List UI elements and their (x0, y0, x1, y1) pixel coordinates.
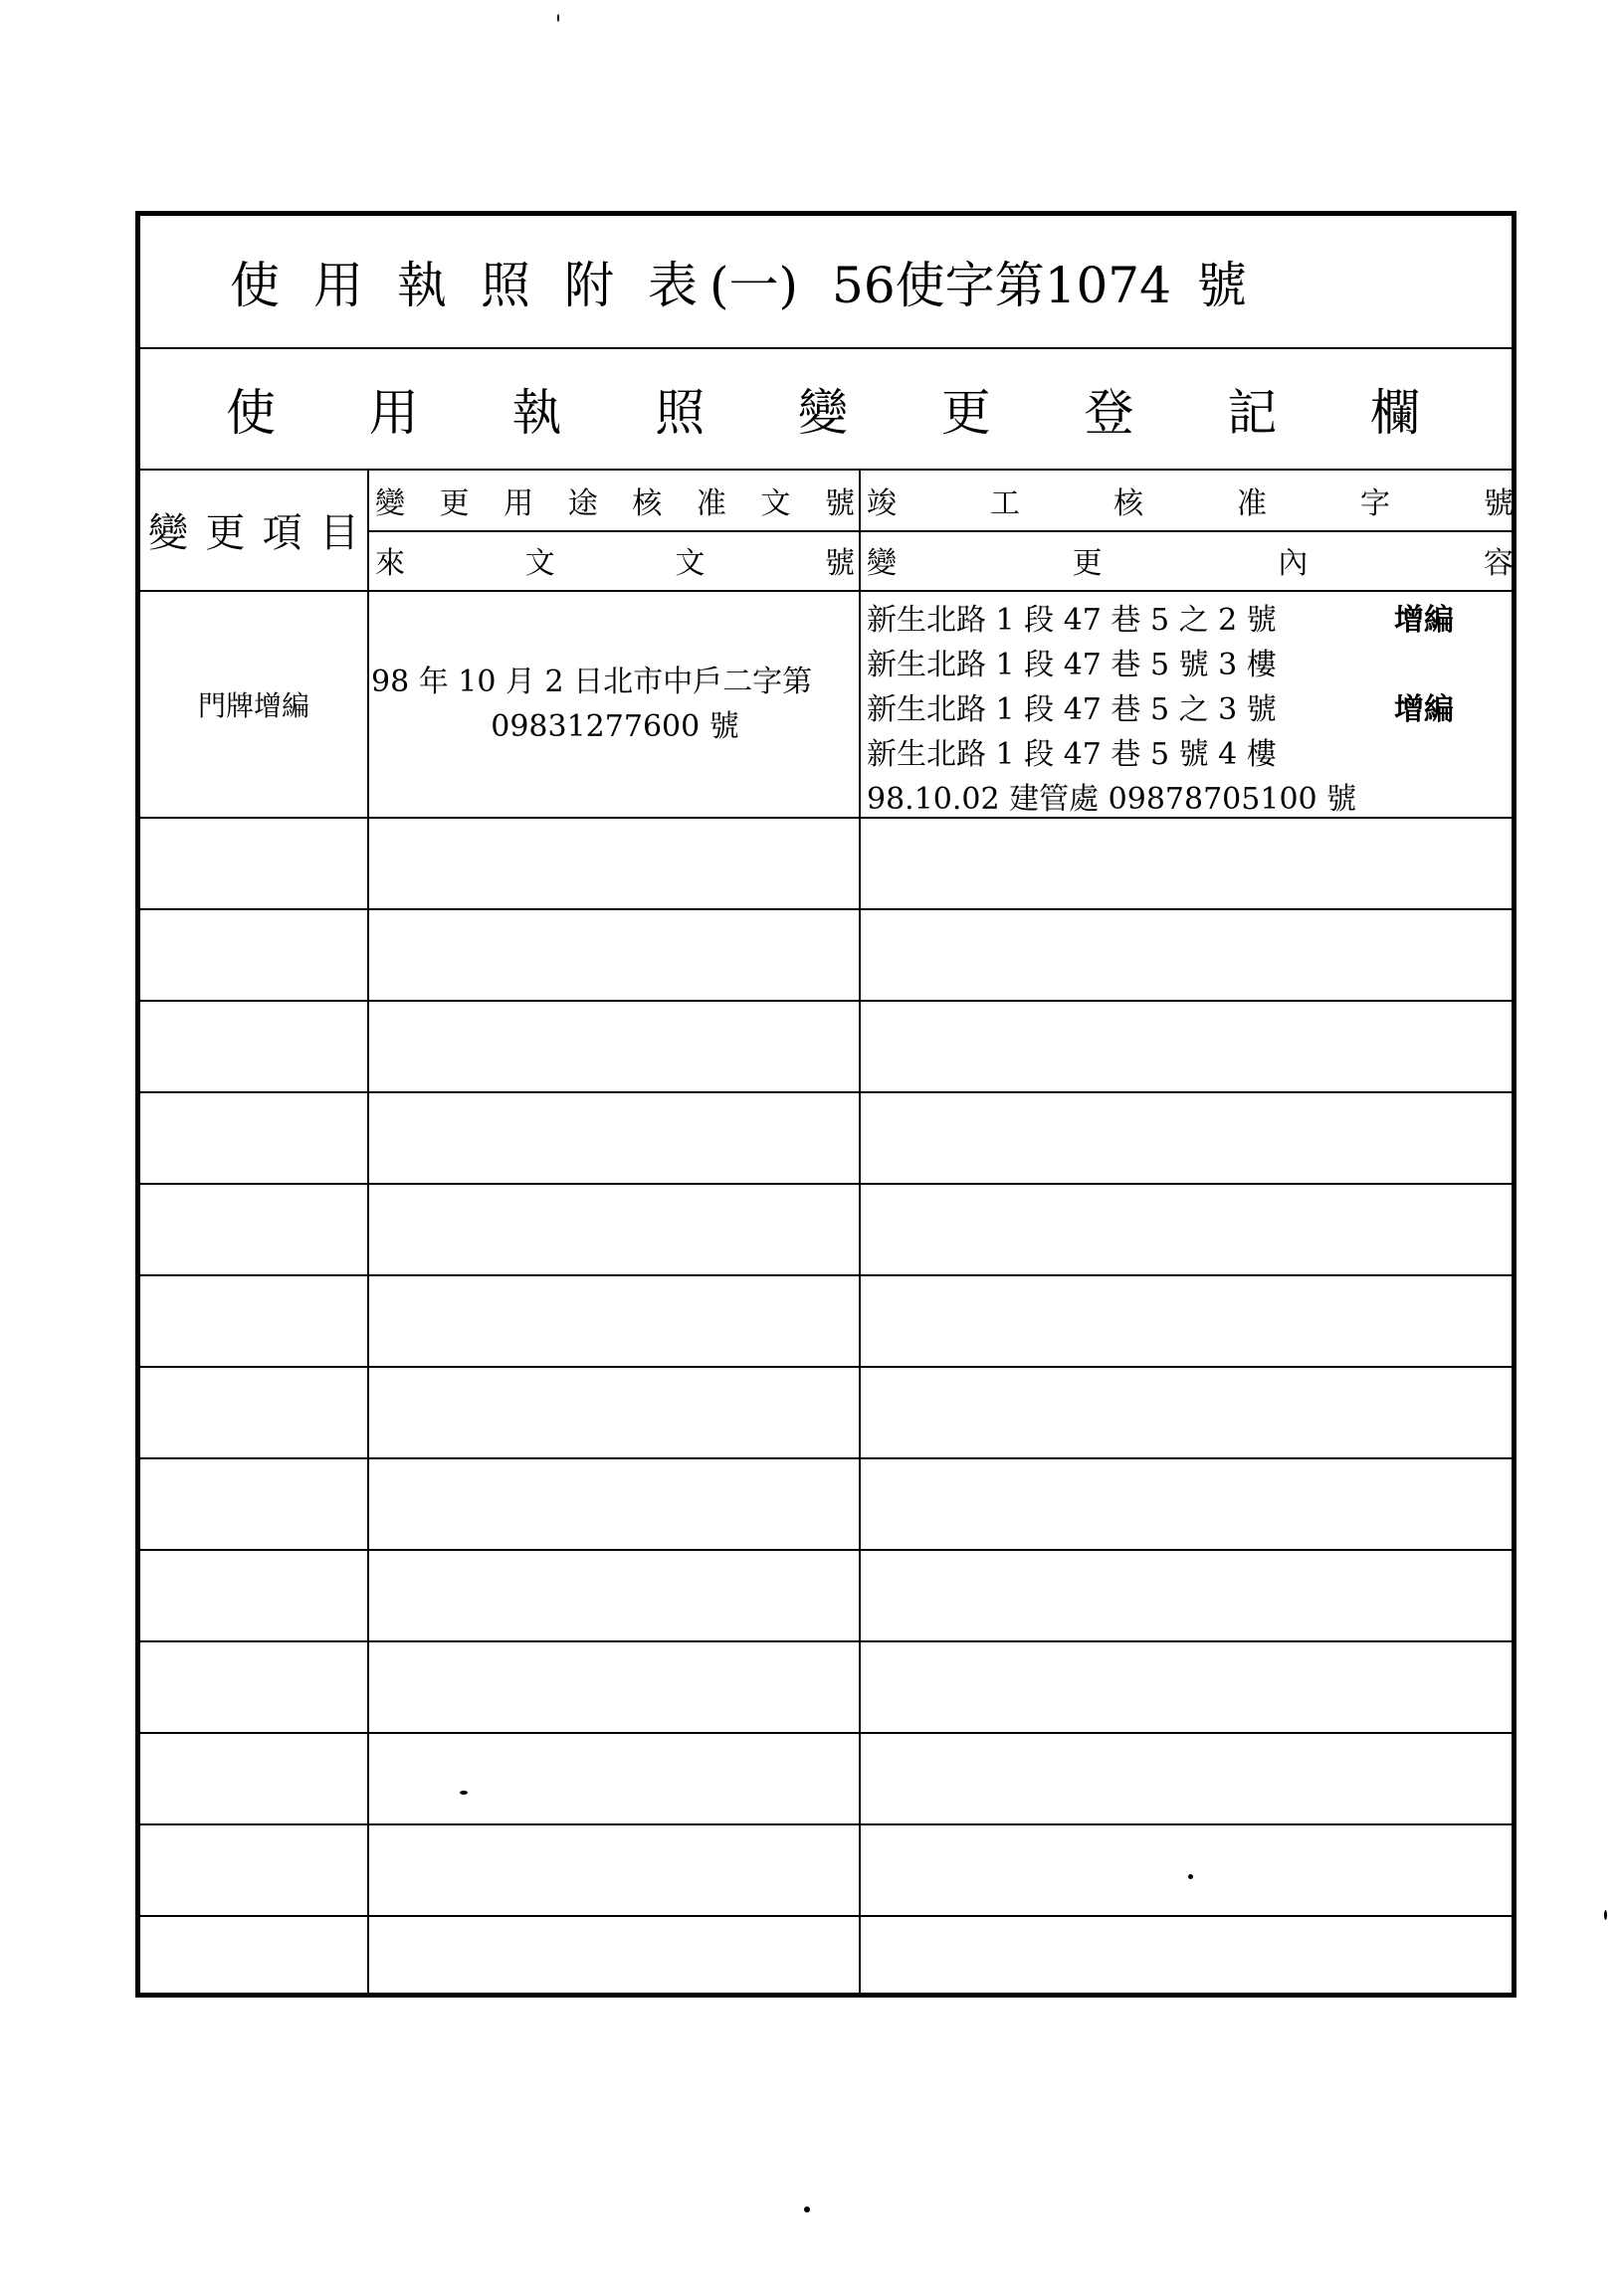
table-row-doc (371, 592, 859, 817)
content-line: 新生北路 1 段 47 巷 5 之 2 號 增編 (867, 603, 1454, 638)
row-divider (140, 1549, 1512, 1551)
row-divider (140, 1732, 1512, 1734)
content-line: 98.10.02 建管處 09878705100 號 (867, 782, 1357, 817)
title-char: 使 (230, 257, 280, 314)
header-change-content: 變 更 內 容 (867, 546, 1514, 581)
subtitle-char: 欄 (1370, 384, 1420, 442)
title-char: 照 (481, 257, 530, 314)
row-divider (140, 817, 1512, 819)
title-paren: (一) (709, 257, 799, 314)
row-divider (140, 1091, 1512, 1093)
subtitle-char: 用 (368, 384, 419, 442)
form-title (230, 216, 1523, 347)
subtitle-char: 照 (655, 384, 706, 442)
table-row-content (867, 598, 1504, 822)
title-number: 56使字第1074 (832, 257, 1171, 314)
title-char: 表 (648, 257, 698, 314)
scan-speck (1188, 1874, 1193, 1879)
scan-speck (460, 1791, 468, 1795)
header-change-item: 變 更 項 目 (148, 509, 359, 556)
divider (367, 530, 1512, 532)
header-incoming-doc-no: 來 文 文 號 (375, 546, 855, 581)
doc-line: 09831277600 號 (491, 709, 739, 744)
change-registration-form (135, 211, 1516, 1998)
scan-speck (1604, 1910, 1607, 1920)
subtitle-char: 更 (940, 384, 991, 442)
subtitle-char: 記 (1227, 384, 1278, 442)
content-line: 新生北路 1 段 47 巷 5 號 4 樓 (867, 737, 1277, 772)
content-line: 新生北路 1 段 47 巷 5 號 3 樓 (867, 648, 1277, 682)
title-suffix: 號 (1196, 257, 1247, 314)
table-row-item: 門牌增編 (197, 689, 309, 722)
row-divider (140, 1366, 1512, 1368)
row-divider (140, 1915, 1512, 1917)
header-approval-doc-no: 變 更 用 途 核 准 文 號 (375, 486, 855, 521)
form-subtitle (226, 349, 1420, 469)
row-divider (140, 1274, 1512, 1276)
scan-speck (557, 14, 559, 22)
row-divider (140, 1457, 1512, 1459)
column-divider (367, 471, 369, 1993)
subtitle-char: 登 (1084, 384, 1134, 442)
column-divider (859, 471, 861, 1993)
content-line: 新生北路 1 段 47 巷 5 之 3 號 增編 (867, 692, 1454, 727)
header-completion-approval-no: 竣 工 核 准 字 號 (867, 486, 1514, 521)
scan-speck (804, 2206, 810, 2212)
title-char: 執 (397, 257, 447, 314)
subtitle-char: 變 (798, 384, 848, 442)
doc-line: 98 年 10 月 2 日北市中戶二字第 (371, 665, 813, 699)
row-divider (140, 1640, 1512, 1642)
title-char: 用 (313, 257, 363, 314)
title-char: 附 (564, 257, 614, 314)
row-divider (140, 1000, 1512, 1002)
row-divider (140, 1183, 1512, 1185)
subtitle-char: 使 (226, 384, 276, 442)
subtitle-char: 執 (511, 384, 562, 442)
row-divider (140, 1823, 1512, 1825)
row-divider (140, 908, 1512, 910)
